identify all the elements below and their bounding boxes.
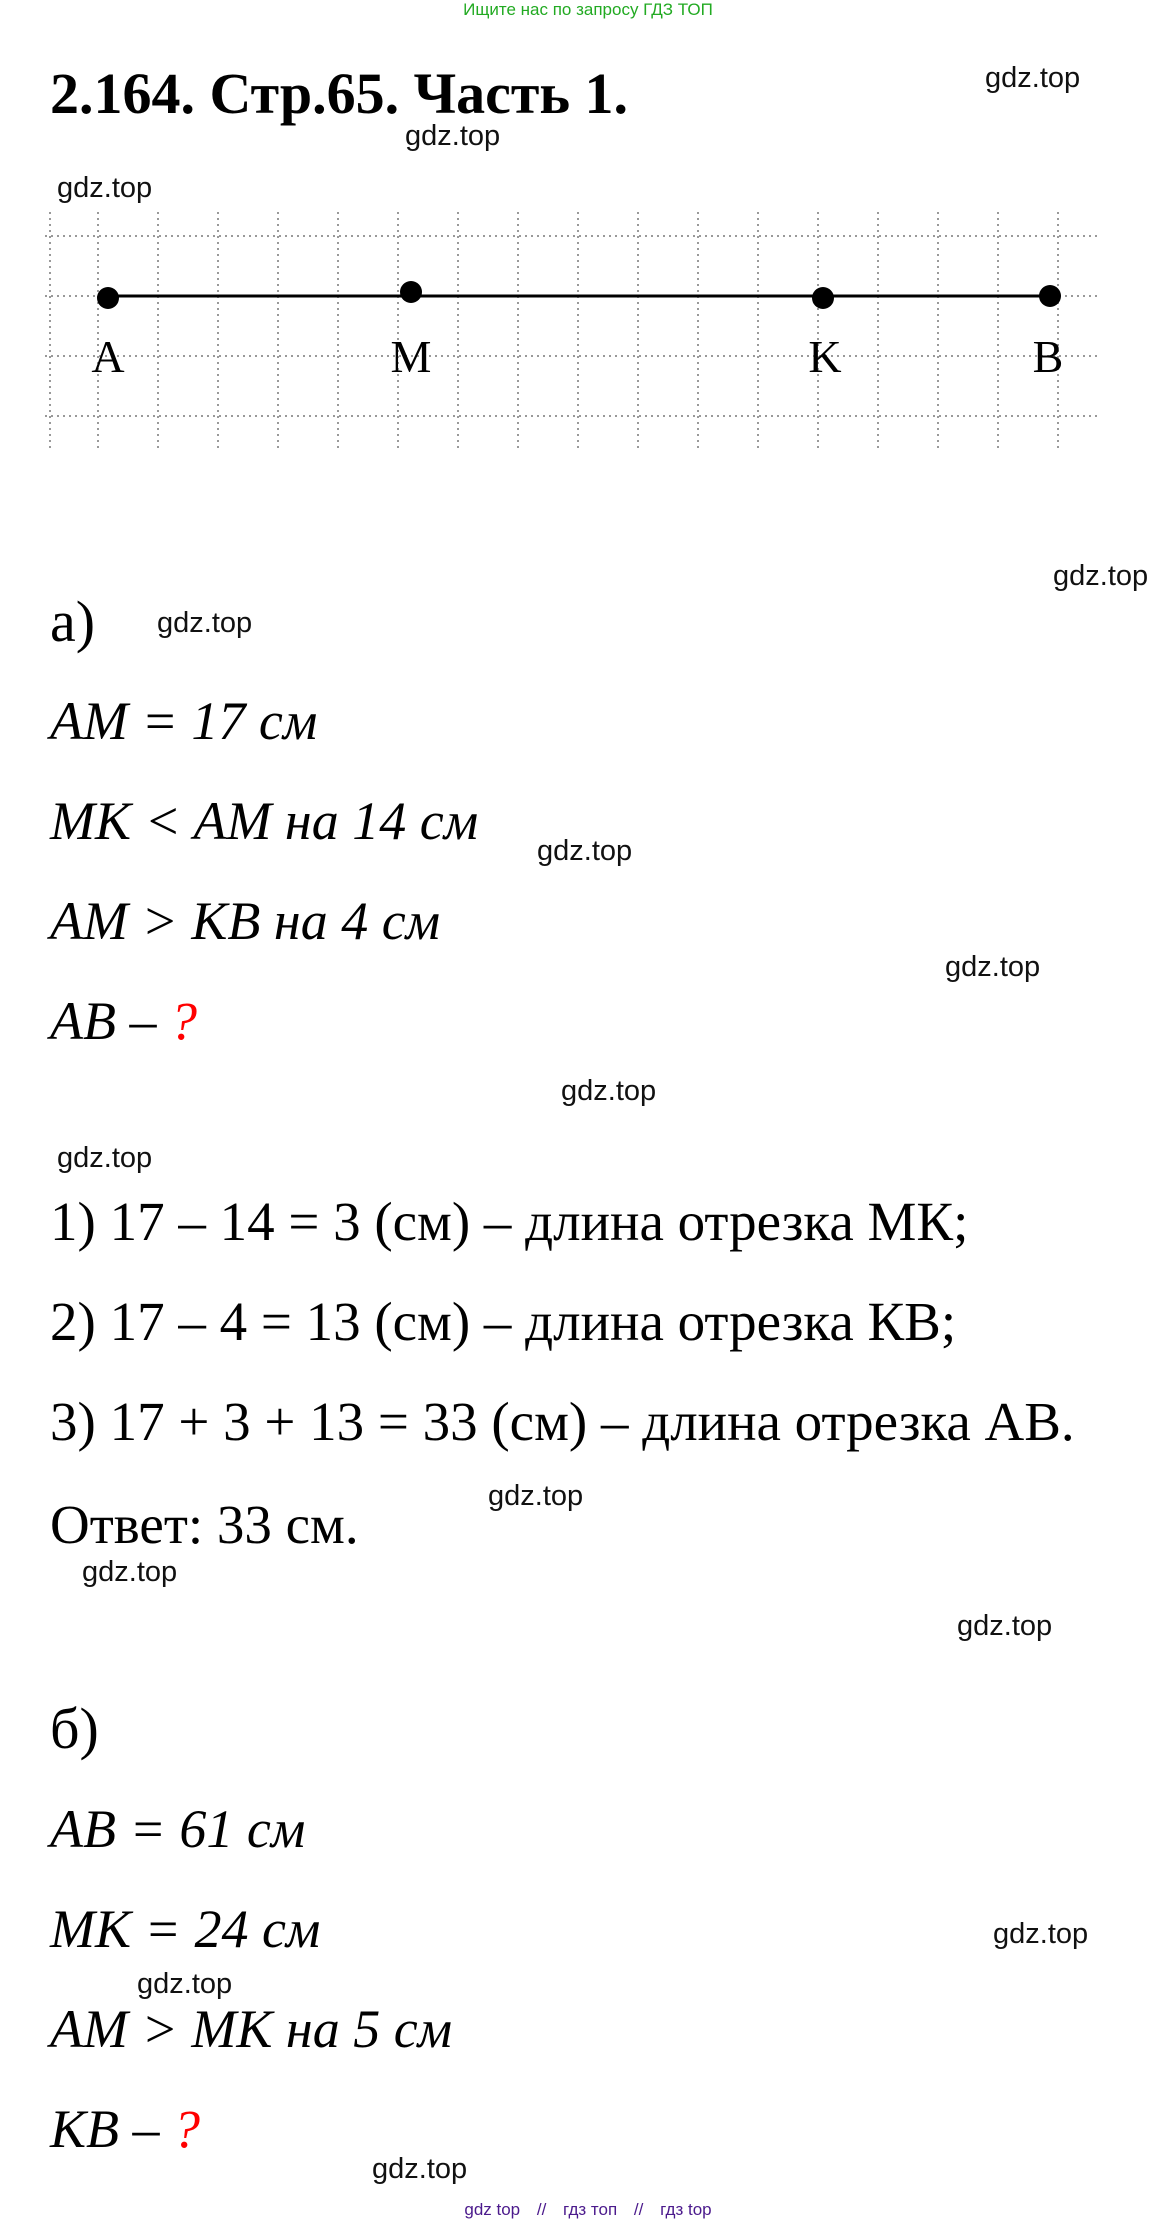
footer-separator: // — [536, 2200, 547, 2219]
watermark: gdz.top — [57, 1142, 153, 1174]
footer — [0, 2200, 1176, 2220]
answer: Ответ: 33 см. — [50, 1494, 359, 1555]
watermark: gdz.top — [57, 172, 153, 204]
condition: AB = 61 см — [50, 1799, 306, 1859]
condition: AM = 17 см — [50, 691, 318, 751]
footer-link[interactable]: gdz top — [464, 2200, 521, 2219]
question-mark: ? — [169, 991, 197, 1051]
solution-step: 1) 17 – 14 = 3 (см) – длина отрезка МК; — [50, 1191, 969, 1252]
point-m — [400, 281, 422, 303]
footer-link[interactable]: гдз top — [660, 2200, 712, 2219]
part-b-label: б) — [50, 1696, 99, 1761]
top-banner[interactable]: Ищите нас по запросу ГДЗ ТОП — [463, 0, 713, 19]
part-a-label: а) — [50, 589, 96, 654]
watermark: gdz.top — [157, 607, 253, 639]
watermark: gdz.top — [488, 1480, 584, 1512]
watermark: gdz.top — [985, 62, 1081, 94]
condition: MK < AM на 14 см — [50, 791, 479, 851]
footer-separator: // — [633, 2200, 644, 2219]
solution-step: 3) 17 + 3 + 13 = 33 (см) – длина отрезка АВ. — [50, 1391, 1075, 1452]
watermark: gdz.top — [957, 1610, 1053, 1642]
watermark: gdz.top — [993, 1918, 1089, 1950]
grid — [45, 212, 1100, 452]
watermark: gdz.top — [137, 1968, 233, 2000]
watermark: gdz.top — [405, 120, 501, 152]
label-m: M — [390, 331, 432, 382]
condition-question: KB – ? — [50, 2099, 201, 2159]
watermark: gdz.top — [537, 835, 633, 867]
label-k: K — [808, 331, 842, 382]
condition: MK = 24 см — [50, 1899, 321, 1959]
condition: AM > MK на 5 см — [50, 1999, 453, 2059]
segment-diagram — [45, 212, 1105, 452]
watermark: gdz.top — [82, 1556, 178, 1588]
watermark: gdz.top — [372, 2153, 468, 2185]
footer-link[interactable]: гдз топ — [563, 2200, 618, 2219]
point-a — [97, 287, 119, 309]
solution-step: 2) 17 – 4 = 13 (см) – длина отрезка КВ; — [50, 1291, 957, 1352]
label-b: B — [1032, 331, 1064, 382]
condition-question: AB – ? — [50, 991, 197, 1051]
point-b — [1039, 285, 1061, 307]
condition: AM > KB на 4 см — [50, 891, 441, 951]
question-mark: ? — [173, 2099, 201, 2159]
point-k — [812, 287, 834, 309]
page-title: 2.164. Стр.65. Часть 1. — [50, 61, 629, 126]
label-a: A — [91, 331, 125, 382]
watermark: gdz.top — [945, 951, 1041, 983]
watermark: gdz.top — [561, 1075, 657, 1107]
watermark: gdz.top — [1053, 560, 1149, 592]
